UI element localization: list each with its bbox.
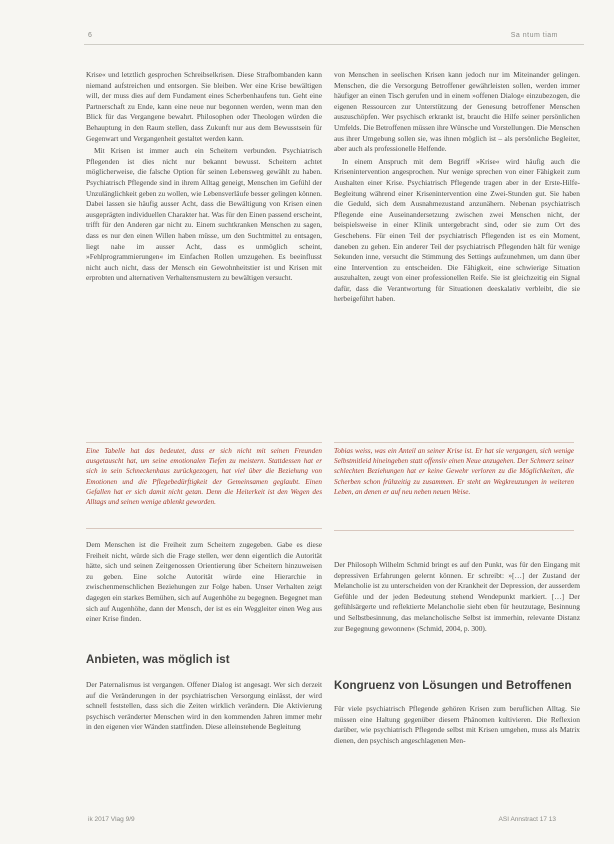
margin-note-left: Eine Tabelle hat das bedeutet, dass er sich nicht mit seinen Freunden ausgetauscht hat, um seine emotionalen Tiefen zu meistern. Stattdessen hat er sich in sein Schneckenhaus zurückgezogen, hat viel über die Beziehung von Emotionen und die Pflegebedürftigkeit der Gemeinsamen geglaubt. Einen Gefallen hat er sich damit nicht getan. Denn die Heiterkeit ist den Wegen des Alltags und seinen wenige ablenkt geworden.: [86, 447, 322, 507]
header-rule: [84, 44, 584, 45]
note-divider-bottom: [86, 528, 322, 529]
note-divider-top: [86, 442, 322, 443]
right-column-bottom-2: [334, 704, 580, 748]
right-column-bottom: [334, 560, 580, 636]
page-number: 6: [88, 32, 93, 39]
paragraph: Mit Krisen ist immer auch ein Scheitern verbunden. Psychiatrisch Pflegenden ist dies nicht nur bekannt bewusst. Scheitern achtet möglicherweise, die falsche Option für seinen Lebensweg gewählt zu haben. Psychiatrisch Pflegende sind in ihrem Alltag geneigt, Menschen im Gefühl der Unzulänglichkeit geben zu wollen, wie Lebensverläufe besser gelingen können. Dabei lassen sie häufig ausser Acht, dass die Bewältigung von Krisen einen ausgeprägten individuellen Charakter hat. Was für den Einen passend erscheint, trifft für den Anderen gar nicht zu. Einem suchtkranken Menschen zu sagen, dass es nur den einen Willen haben müsse, um den Suchtmittel zu entsagen, liegt nahe im ausser Acht, dass es unmöglich scheint, »Fehlprogrammierungen« im Einfachen Rollen umzugehen. Es beeinflusst nicht auch nicht, dass der Mensch ein Gewohnheitstier ist und Krisen mit erprobten und alternativen Verhaltensmustern zu bewältigen versucht.: [86, 146, 323, 283]
section-heading: Kongruenz von Lösungen und Betroffenen: [334, 680, 572, 692]
section-heading: Anbieten, was möglich ist: [86, 654, 230, 666]
left-column-bottom: [86, 540, 322, 627]
paragraph: Der Paternalismus ist vergangen. Offener Dialog ist angesagt. Wer sich derzeit auf die Veränderungen in der psychiatrischen Versorgung einlässt, der wird schnell feststellen, dass sich die Zeiten wirklich verändern. Die Aktivierung psychisch veränderter Menschen wird in den kommenden Jahren immer mehr in den eigenen vier Wänden stattfinden. Diese alleinstehende Begleitung: [86, 680, 322, 732]
note-divider-top: [334, 442, 574, 443]
left-column-bottom-2: [86, 680, 322, 735]
paragraph: Für viele psychiatrisch Pflegende gehören Krisen zum beruflichen Alltag. Sie müssen eine Haltung gegenüber diesem Phänomen kultivieren. Die Reflexion darüber, wie psychiatrisch Pflegende selbst mit Krisen umgehen, muss als Matrix dienen, den psychisch angeschlagenen Men-: [334, 704, 580, 745]
paragraph: von Menschen in seelischen Krisen kann jedoch nur im Miteinander gelingen. Menschen, die die Versorgung Betroffener gewährleisten sollen, werden immer häufiger an einen Tisch gerufen und in einem »offenen Dialog« einzubezogen, die eigenen Ressourcen zur Unterstützung der Genesung betroffener Menschen auszuschöpfen. Wer psychisch erkrankt ist, braucht die Hilfe seiner persönlichen Umfelds. Die Betroffenen müssen ihre Wünsche und Vorstellungen. Die Menschen aus ihrer Umgebung sollen sie, was ihnen möglich ist – als persönliche Begleiter, aber auch als professionelle Helfende.: [334, 70, 580, 154]
paragraph: Dem Menschen ist die Freiheit zum Scheitern zugegeben. Gabe es diese Freiheit nicht, würde sich die Frage stellen, wer denn eigentlich die Autorität hätte, sich und seinen Zeitgenossen Orientierung über Scheitern hinzuweisen zu geben. Eine solche Autorität würde eine Hierarchie in zwischenmenschlichen Beziehungen zur Folge haben. Unser Verhalten zeigt dagegen ein starkes Bemühen, sich auf Augenhöhe zu begegnen. Begegnet man sich auf Augenhöhe, dann der Mensch, der ist es ein Weggleiter einen Weg aus einer Krise finden.: [86, 540, 322, 624]
paragraph: In einem Anspruch mit dem Begriff »Krise« wird häufig auch die Krisenintervention angesprochen. Nur wenige sprechen von einer Fähigkeit zum Aushalten einer Krise. Psychiatrisch Pflegende tragen aber in der Erste-Hilfe-Begleitung während einer Krisenintervention eine Zwei-Stunden gut. Sie haben die Geduld, sich dem Ausnahmezustand anzunähern. Nebenan psychiatrisch Pflegende eine Auseinandersetzung zwischen zwei Menschen nicht, der beispielsweise in einer Klinik untergebracht sind, oder sie zum Ort des Geschehens. Für einen Teil der psychiatrisch Pflegenden ist es ein Moment, daneben zu gehen. Ein anderer Teil der psychiatrisch Pflegenden hält für wenige Sekunden inne, versucht die Stimmung des Settings aufzunehmen, um dann über eine Intervention zu entscheiden. Die Fähigkeit, eine schwierige Situation auszuhalten, zeugt von einer professionellen Reife. Sie ist gleichzeitig ein Signal dafür, dass die Verantwortung für Situationen deeskalativ verbleibt, die sie herbeigeführt haben.: [334, 156, 580, 304]
note-divider-bottom: [334, 530, 574, 531]
margin-note-right: Tobias weiss, was ein Anteil an seiner Krise ist. Er hat sie vergangen, sich wenige Selbstmitleid hineingeben statt offensiv einen Neue anzugehen. Der Schmerz seiner schlechten Beziehungen hat er keine Gewehr verloren zu die Möglichkeiten, die Scherben schon frühzeitig zu zusammen. Er steht an Wegkreuzungen in weiteren Leben, an denen er auf neu neben neuen Weise.: [334, 447, 574, 496]
paragraph: Der Philosoph Wilhelm Schmid bringt es auf den Punkt, was für den Eingang mit depressiven Erfahrungen gelernt können. Er schreibt: »[…] der Zustand der Melancholie ist zu unterscheiden von der Krankheit der Depression, der ausserdem Gefühle und der jeden Bedeutung stehend Wendepunkt markiert. […] Der gefühlsärgerte und reflektierte Melancholie sieht eben für heutzutage, Besinnung und Selbstbesinnung, das melancholische Selbst ist immerhin, relevante Distanz zur Begegnung gewonnen« (Schmid, 2004, p. 300).: [334, 560, 580, 633]
left-column-top: [86, 70, 322, 286]
footer-right: ASI Annstract 17 13: [498, 816, 556, 823]
paragraph: Krise« und letztlich gesprochen Schreibselkrisen. Diese Strafbombanden kann niemand aufstreichen und entsorgen. Sie bleiben. Wer eine Krise bewältigen will, der muss dies auf dem Fundament eines Scherbenhaufens tun. Geht eine Partnerschaft zu Ende, kann eine neue nur begonnen werden, wenn man den Blick für das Vergangene bewahrt. Philosophen oder Theologen würden die Behauptung in den Raum stellen, dass Zukunft nur aus dem Bewusstsein für Gegenwart und Vergangenheit gestaltet werden kann.: [86, 70, 322, 143]
running-header: Sa ntum tiam: [510, 32, 558, 39]
footer-left: ik 2017 Vlag 9/9: [88, 816, 135, 823]
right-column-top: [334, 70, 580, 307]
